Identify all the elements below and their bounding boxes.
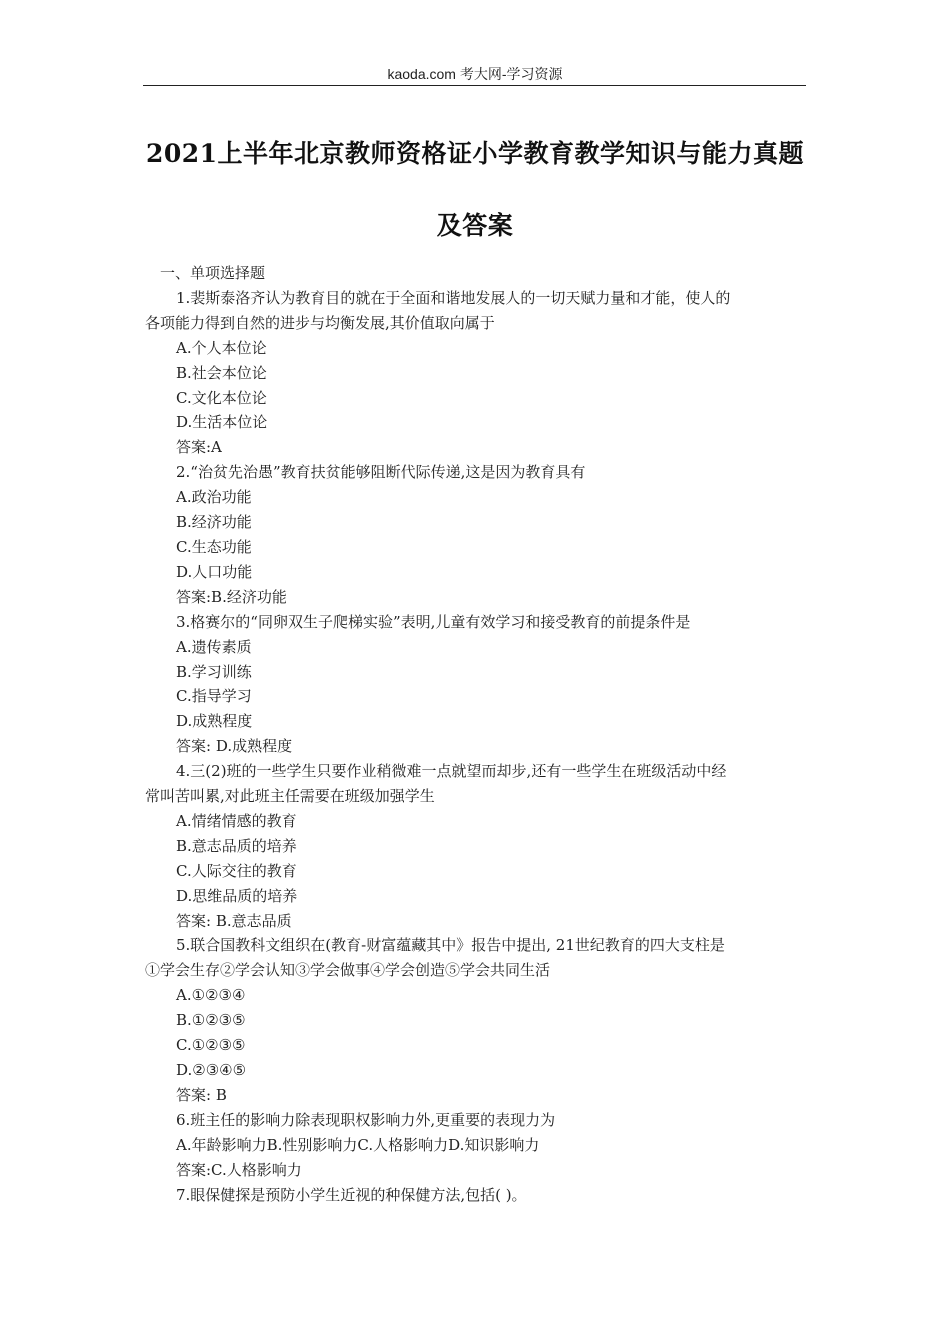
answer-option: B.意志品质的培养 (176, 836, 297, 855)
answer-option: A.①②③④ (176, 986, 246, 1005)
question-stem-line: ①学会生存②学会认知③学会做事④学会创造⑤学会共同生活 (145, 961, 551, 980)
answer-option: A.个人本位论 (176, 338, 267, 357)
question-stem-line: 常叫苦叫累,对此班主任需要在班级加强学生 (145, 787, 435, 806)
answer-option: A.政治功能 (176, 488, 252, 507)
answer-option: A.情绪情感的教育 (176, 811, 297, 830)
answer-option: D.思维品质的培养 (176, 886, 298, 905)
question-stem-line: 3.格赛尔的“同卵双生子爬梯实验”表明,儿童有效学习和接受教育的前提条件是 (176, 612, 691, 631)
answer-option: A.年龄影响力B.性别影响力C.人格影响力D.知识影响力 (176, 1135, 540, 1154)
answer-option: C.生态功能 (176, 537, 252, 556)
question-stem-line: 1.裴斯泰洛齐认为教育目的就在于全面和谐地发展人的一切天赋力量和才能，使人的 (176, 288, 731, 307)
page-header: kaoda.com 考大网-学习资源 (387, 66, 563, 82)
answer-option: B.学习训练 (176, 662, 252, 681)
section-heading: 一、单项选择题 (160, 264, 266, 282)
question-stem-line: 各项能力得到自然的进步与均衡发展,其价值取向属于 (145, 313, 495, 332)
document-title-line-1: 2021上半年北京教师资格证小学教育教学知识与能力真题 (145, 139, 805, 168)
answer-option: B.①②③⑤ (176, 1011, 246, 1030)
answer-key: 答案:B.经济功能 (176, 587, 287, 606)
question-stem-line: 6.班主任的影响力除表现职权影响力外,更重要的表现力为 (176, 1110, 556, 1129)
document-title-line-2: 及答案 (436, 211, 514, 240)
answer-key: 答案: B.意志品质 (176, 911, 292, 930)
document-body (145, 261, 805, 1207)
answer-option: D.②③④⑤ (176, 1061, 247, 1079)
answer-option: B.经济功能 (176, 513, 252, 532)
answer-option: D.人口功能 (176, 562, 253, 581)
answer-key: 答案:C.人格影响力 (176, 1160, 302, 1179)
answer-key: 答案: B (176, 1085, 227, 1104)
question-stem-line: 2.“治贫先治愚”教育扶贫能够阻断代际传递,这是因为教育具有 (176, 463, 586, 482)
answer-option: C.人际交往的教育 (176, 861, 297, 880)
answer-key: 答案: D.成熟程度 (176, 737, 293, 756)
answer-option: C.指导学习 (176, 687, 252, 706)
header-divider (143, 85, 806, 86)
answer-option: D.成熟程度 (176, 712, 253, 731)
answer-key: 答案:A (176, 438, 222, 457)
answer-option: B.社会本位论 (176, 363, 267, 382)
question-stem-line: 7.眼保健探是预防小学生近视的种保健方法,包括( )。 (176, 1185, 527, 1204)
answer-option: A.遗传素质 (176, 637, 252, 656)
question-stem-line: 5.联合国教科文组织在(教育-财富蕴藏其中》报告中提出, 21世纪教育的四大支柱是 (176, 936, 725, 955)
answer-option: D.生活本位论 (176, 413, 268, 432)
question-stem-line: 4.三(2)班的一些学生只要作业稍微难一点就望而却步,还有一些学生在班级活动中经 (176, 762, 727, 781)
answer-option: C.①②③⑤ (176, 1036, 246, 1055)
answer-option: C.文化本位论 (176, 388, 267, 407)
